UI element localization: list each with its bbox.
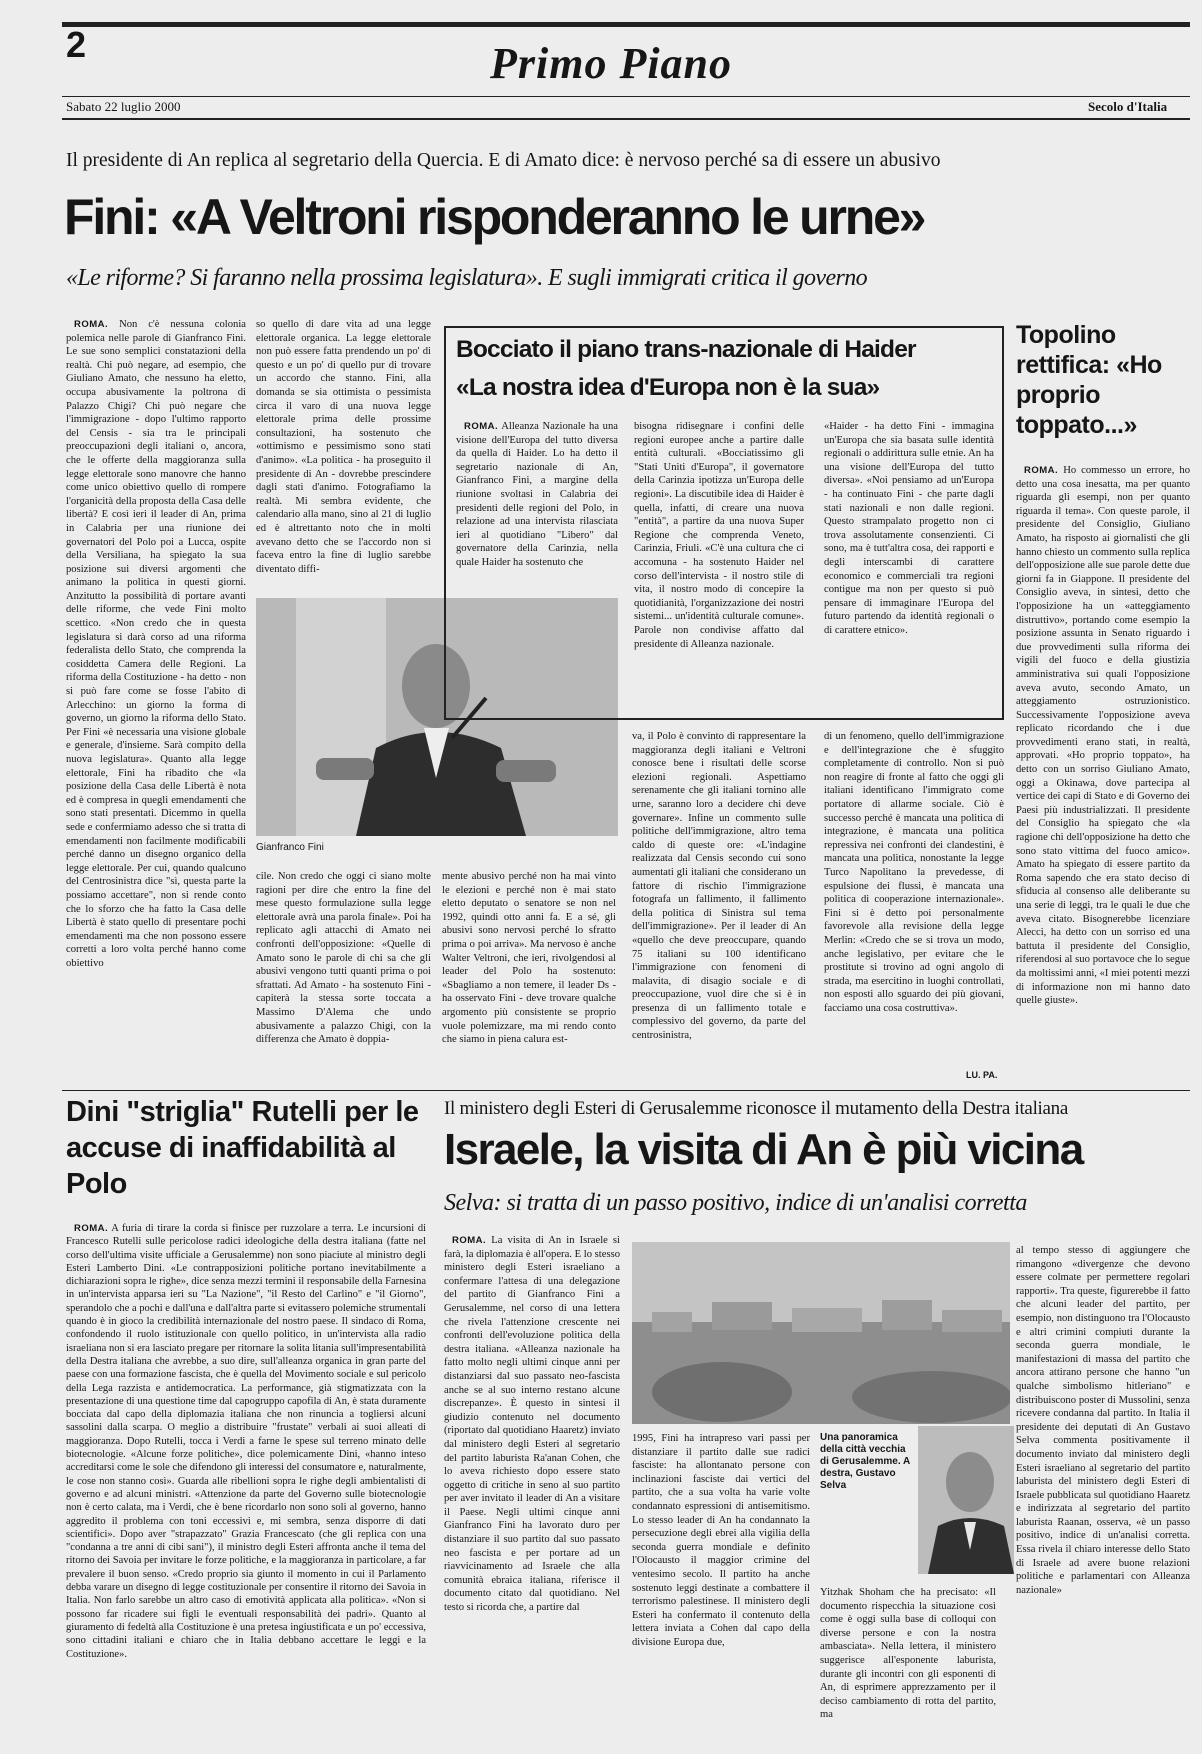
lead-text-2b: cile. Non credo che oggi ci siano molte ragioni per dire che entro la fine del mese questo formulazione sulla legge elettorale avrà una parola finale». Poi ha replicato agli attacchi di Amato nei confronti dell'opposizione: «Quelle di Amato sono le parole di chi sa che gli abusivi vengono tutti quanti prima o poi sfrattati. Ad Amato - ha sostenuto Fini - capiterà la stessa sorte toccata a Massimo D'Alema che undo abusivamente a palazzo Chigi, con la differenza che Amato è doppia- [256, 871, 431, 1046]
dateline: ROMA. [74, 319, 109, 330]
selva-portrait-illustration [918, 1426, 1014, 1574]
israele-text-2b: Yitzhak Shoham che ha precisato: «Il documento rispecchia la situazione così come è oggi sulla base di colloqui con diverse persone e con la nostra ambasciata». Nella lettera, il ministero suggerisce all'esponente laburista, durante gli incontri con gli esponenti di An, di esprimere apprezzamento per il deciso cambiamento di rotta del partito, ma [820, 1587, 996, 1721]
lead-text-2: so quello di dare vita ad una legge elettorale organica. La legge elettorale non può essere fatta prendendo un po' di questo e un po' di quello pur di trovare un accordo che stanno. Fini, alla domanda se sia ottimista o pessimista circa il varo di una nuova legge elettorale prima delle prossime consultazioni, ha sostenuto che «ottimismo e pessimismo sono stati d'animo». «La politica - ha proseguito il presidente di An - dovrebbe prescindere dagli stati d'animo. Fotografiamo la realtà. Mi sembra evidente, che calendario alla mano, sino al 21 di luglio ed è altrettanto noto che in molti avevano detto che se l'accordo non si faceva entro la fine di luglio sarebbe diventato diffi- [256, 319, 431, 575]
haider-column-3 [824, 420, 994, 710]
lead-column-4 [632, 730, 806, 1080]
fini-photo-caption: Gianfranco Fini [256, 842, 324, 853]
page-number: 2 [66, 24, 87, 65]
israele-photo-caption: Una panoramica della città vecchia di Gerusalemme. A destra, Gustavo Selva [820, 1432, 910, 1491]
israele-column-2b [820, 1586, 996, 1742]
lead-column-1 [66, 318, 246, 1080]
haider-subheadline: «La nostra idea d'Europa non è la sua» [456, 374, 880, 401]
lead-column-5 [824, 730, 1004, 1064]
dini-dateline: ROMA. [74, 1223, 109, 1234]
israele-text-2: 1995, Fini ha intrapreso vari passi per distanziare il partito dalle sue radici fasciste: ha allontanato persone con inclinazioni fasciste dai vertici del partito, che a sua volta ha varie volte condannato espressioni di antisemitismo. Lo stesso leader di An ha condannato la persecuzione degli ebrei alla vigilia della seconda guerra mondiale e definito l'Olocausto il maggior crimine del ventesimo secolo. Il partito ha anche sostenuto leggi destinate a combattere il terrorismo palestinese. Il ministero degli Esteri ha confermato il contenuto della lettera inviata a Cohen dal capo della divisione Europa due, [632, 1433, 810, 1648]
haider-headline: Bocciato il piano trans-nazionale di Haider [456, 336, 916, 363]
jerusalem-photo [632, 1242, 1010, 1424]
lead-column-2 [256, 318, 431, 588]
israele-column-3 [1016, 1244, 1190, 1742]
lead-kicker: Il presidente di An replica al segretario della Quercia. E di Amato dice: è nervoso perché sa di essere un abusivo [66, 150, 941, 171]
topolino-headline: Topolino rettifica: «Ho proprio toppato...» [1016, 321, 1162, 439]
topolino-column [1016, 464, 1190, 1090]
haider-text-1: Alleanza Nazionale ha una visione dell'Europa del tutto diversa da quella di Haider. Lo ha detto il segretario nazionale di An, Gianfranco Fini, a margine della riunione svoltasi in Calabria dei presidenti delle regioni del Polo, in relazione ad una intervista rilasciata ieri al quotidiano "Libero" dal governatore della Carinzia, nella quale Haider ha sostenuto che [456, 421, 618, 568]
israele-dateline: ROMA. [452, 1235, 487, 1246]
haider-dateline: ROMA. [464, 421, 499, 432]
dini-text: A furia di tirare la corda si finisce per ruzzolare a terra. Le incursioni di Francesco Rutelli sulle pericolose radici ideologiche della destra italiana (fatte nel corso dell'ultima visite ufficiale a Gerusalemme) non sono piaciute al ministro degli Esteri Lamberto Dini. «Le contrapposizioni politiche portano inevitabilmente a dichiarazioni sopra le righe», dice senza mezzi termini il responsabile della Farnesina in un'intervista apparsa ieri su "La Nazione", "il Resto del Carlino" e "il Giorno", sperandolo che a pochi e dall'una e dall'altra parte si evitassero polemiche strumentali quando è in gioco la credibilità internazionale del nostro paese. Il sindaco di Roma, confondendo il ruolo istituzionale con quello politico, in un'intervista alla radio israeliana non si era lasciato pregare per ritornare la solita litania sull'impresentabilità della Destra italiana che avrebbe, a suo dire, sull'alleanza organica in gran parte del paese con una formazione fascista, che è quella del Movimento sociale e sul pericolo della Lega razzista e antidemocratica. La performance, già stigmatizzata con la presentazione di una questione time dal capogruppo capofila di An, è stata duramente bocciata dal capo della diplomazia italiana che non rinuncia a togliersi alcuni sassolini dalla scarpa. O meglio a distribuire "frustate" verbali ai suoi alleati di maggioranza. Dopo Rutelli, tocca i Verdi a farne le spese sul terreno minato delle biotecnologie. «Alcune forze politiche», dice polemicamente Dini, «hanno inteso accreditarsi come le sole che difendono gli interessi del consumatore e, naturalmente, le cose non stanno così». Guarda alle ribellioni sopra le righe degli ambientalisti di governo e ad alcuni ministri. «Attenzione da parte del Governo sulle biotecnologie non è certo calata, ma i Verdi, che è bene ricordarlo non sono soli al governo, hanno aggredito il problema con toni eccessivi e, mi sembra, senza disporre di dati scientifici». Dopo aver "strapazzato" Grazia Francescato (che gli replica con una "condanna a tre anni di cibi sani"), il ministro degli Esteri affronta anche il tema del ritorno dei Savoia per invitare le forze politiche, e la maggioranza in particolare, a far prevalere il buon senso. «Credo proprio sia giunto il momento in cui il Parlamento debba varare un disegno di legge costituzionale per consentire il ritorno dei Savoia in Italia. Non farlo sarebbe un altro caso di emotività applicata alla politica». «Non si possono far ricadere sui figli le eventuali responsabilità dei padri». Quanto al giuramento di fedeltà alla Costituzione è una pretesa ingiustificata e un po' eccessiva, sono cittadini italiani e chiaro che in Italia debbano accettare le leggi e la Costituzione». [66, 1223, 426, 1660]
lead-headline: Fini: «A Veltroni risponderanno le urne» [64, 189, 925, 245]
topolino-text: Ho commesso un errore, ho detto una cosa inesatta, ma per quanto riguarda gli esempi, non per quanto riguarda il tema». Con queste parole, il presidente del Consiglio, Giuliano Amato, ha risposto ai giornalisti che gli hanno chiesto un commento sulla replica dell'opposizione alle sue parole dette due giorni fa in Giappone. Il presidente del Consiglio aveva, in sintesi, detto che l'opposizione ha un «atteggiamento distruttivo», portando come esempio la posizione assunta in Senato riguardo i due provvedimenti sulla riforma dei vigili del fuoco e della giustizia amministrativa sui quali l'opposizione aveva avuto, secondo Amato, un atteggiamento ostruzionistico. Successivamente l'opposizione aveva replicato ricordando che i due provvedimenti erano stati, in realtà, approvati. «Ho proprio toppato», ha detto con un sorriso Giuliano Amato, oggi a Okinawa, dove partecipa al vertice dei capi di Stato e di Governo dei Paesi più industrializzati. Il presidente del Consiglio ha spiegato che «la ragione chi dell'opposizione ha detto che sono stato vittima del fuoco amico». Amato ha spiegato di essere partito da Roma sapendo che era stato deciso di sfiducia al consenso alle deliberante su una serie di leggi, tra le quali le due che aveva citato. Bisognerebbe licenziare Alecci, ha detto con un sorriso ed una battuta il presidente del Consiglio, riferendosi al suo portavoce che lo segue da moltissimi anni, «I miei potenti mezzi di informazione non mi hanno dato quelle giuste». [1016, 465, 1190, 1007]
section-separator [62, 1090, 1190, 1091]
newspaper-name: Secolo d'Italia [1088, 99, 1168, 114]
topolino-dateline: ROMA. [1024, 465, 1059, 476]
israele-column-2 [632, 1432, 810, 1742]
lead-text-5: di un fenomeno, quello dell'immigrazione e dell'integrazione che è sfuggito completamente di controllo. Non si può non reagire di fronte al fatto che oggi gli italiani identificano l'immigrato come portatore di allarme sociale. Ciò è successo perché è mancata una politica di integrazione, è mancata una politica repressiva nei confronti dei clandestini, è mancata una politica, nonostante la legge Turco Napolitano la prevedesse, di espulsione dei flussi, è mancata una politica di cooperazione internazionale». Fini si è detto poi personalmente favorevole alla revisione della legge Merlin: «Credo che se si trova un modo, anche legislativo, per evitare che le prostitute si trovino ad ogni angolo di strada, ma esercitino in luoghi controllati, non esposti allo sguardo dei più giovani, facciamo una cosa costruttiva». [824, 731, 1004, 1014]
haider-text-3: «Haider - ha detto Fini - immagina un'Europa che sia basata sulle identità regionali o addirittura sulle etnie. An ha una visione dell'Europa del tutto diversa». «Noi pensiamo ad un'Europa - ha continuato Fini - che parte dagli stati nazionali e non dalle regioni. Questo strampalato progetto non ci trova assolutamente consenzienti. Ci sono, ma è tutt'altra cosa, dei rapporti e degli interscambi di carattere economico e commerciali tra regioni contigue ma non per questo si può pensare di immaginare l'Europa del futuro partendo da identità regionali o di carattere etnico». [824, 421, 994, 636]
haider-column-1 [456, 420, 618, 710]
israele-subhead: Selva: si tratta di un passo positivo, indice di un'analisi corretta [444, 1190, 1027, 1216]
lead-column-3 [442, 870, 616, 1080]
haider-text-2: bisogna ridisegnare i confini delle regioni europee anche a partire dalle entità culturali. «Bocciatissimo gli "Stati Uniti d'Europa", il governatore della Carinzia ipotizza un'Europa delle regioni». La discutibile idea di Haider è quella, infatti, di creare una nuova "entità", a partire da una nuova Super Regione che comprenda Veneto, Carinzia, Friuli. «C'è una cultura che ci accomuna - ha sostenuto Haider nel corso dell'intervista - il nostro stile di vita, il nostro modo di concepire la quotidianità, l'organizzazione dei nostri sistemi... un'identità culturale comune». Parole non condivise affatto dal presidente di Alleanza nazionale. [634, 421, 804, 650]
lead-subhead: «Le riforme? Si faranno nella prossima legislatura». E sugli immigrati critica il governo [66, 265, 868, 291]
issue-date: Sabato 22 luglio 2000 [66, 99, 181, 114]
haider-column-2 [634, 420, 804, 710]
section-title: Primo Piano [490, 39, 733, 88]
masthead-rule [62, 96, 1190, 97]
israele-column-1 [444, 1234, 620, 1742]
lead-text-3: mente abusivo perché non ha mai vinto le elezioni e perché non è mai stato eletto deputato o senatore se non nel 1992, quindi otto anni fa. E a sé, gli abusivi sono nervosi perché lo sfratto prima o poi arriva». Ma nervoso è anche Walter Veltroni, che ieri, rivolgendosi al leader del Polo ha sostenuto: «Sbagliamo a non temere, il leader Ds - ha osservato Fini - deve trovare qualche argomento più consistente se proprio vuole polemizzare, ma mi rendo conto che siamo in piena calura est- [442, 871, 616, 1046]
dini-column [66, 1222, 426, 1738]
top-rule [62, 22, 1190, 27]
lead-column-2b [256, 870, 431, 1080]
israele-headline: Israele, la visita di An è più vicina [444, 1125, 1083, 1174]
dini-headline: Dini "striglia" Rutelli per le accuse di inaffidabilità al Polo [66, 1096, 419, 1200]
lead-text-1: Non c'è nessuna colonia polemica nelle parole di Gianfranco Fini. Le sue sono semplici constatazioni della realtà. Chi può negare, ad esempio, che Giuliano Amato, che nessuno ha eletto, occupa abusivamente la poltrona di Palazzo Chigi? Chi può negare che l'immigrazione - dopo l'ultimo rapporto del Censis - sia tra le principali preoccupazioni degli italiani o, ancora, che le offerte della maggioranza sulla legge elettorale sono manovre che hanno come unico obiettivo quello di rompere l'organicità della proposta della Casa delle libertà? E così ieri il leader di An, prima in Calabria per una riunione dei governatori del Polo poi a Lucca, ospite della Versiliana, ha spiegato la sua posizione sui diversi argomenti che animano la politica in questi giorni. Anzitutto la possibilità di portare avanti delle riforme, che vede Fini molto scettico. «Non credo che in questa legislatura si darà corso ad una riforma federalista dello Stato, che comprenda la cosiddetta Camera delle Regioni. La riforma della Costituzione - ha detto - non si può fare come se fosse l'abito di Arlecchino: un giorno la forma di governo, un giorno la riforma dello Stato. Per Fini «è necessaria una visione globale e generale, d'insieme. Sarà compito della nuova legislatura». Quanto alla legge elettorale, Fini ha ribadito che «la posizione della Casa delle Libertà è nota ed è compresa in quegli emendamenti che sono stati presentati. Dicemmo in quella sede e confermiamo adesso che si tratta di emendamenti non facilmente modificabili perché danno un disegno organico della legge elettorale. Per cui, quando qualcuno del Centrosinistra dice "sì, questa parte la possiamo accettare", non si rende conto che lo sforzo che ha fatto la Casa delle Libertà è stato quello di presentare pochi emendamenti ma che non possono essere corretti a loro volta perché hanno come obiettivo [66, 319, 246, 969]
selva-photo [918, 1426, 1014, 1574]
israele-kicker: Il ministero degli Esteri di Gerusalemme riconosce il mutamento della Destra italiana [444, 1098, 1068, 1119]
lead-text-4: va, il Polo è convinto di rappresentare la maggioranza degli italiani e Veltroni conosce bene i risultati delle scorse elezioni regionali. Aspettiamo serenamente che gli italiani tornino alle urne, saranno loro a decidere chi deve governare». Infine un commento sulle politiche dell'immigrazione, altro tema caldo di queste ore: «L'indagine realizzata dal Censis secondo cui sono aumentati gli italiani che considerano un fattore di rischio l'immigrazione fotografa un fallimento, il fallimento della politica di Sinistra sul tema dell'immigrazione». Per il leader di An «quello che deve preoccupare, quando 75 italiani su 100 identificano l'immigrazione con fenomeni di malavita, di disagio sociale e di preoccupazione, vuol dire che si è in presenza di un fallimento totale e complessivo del governo, da parte del centrosinistra, [632, 731, 806, 1042]
israele-text-3: al tempo stesso di aggiungere che rimangono «divergenze che devono essere colmate per permettere regolari rapporti». Tra queste, figurerebbe il fatto che alcuni leader del partito, per esempio, non distinguono tra l'Olocausto e altri crimini compiuti durante la seconda guerra mondiale, le manifestazioni di massa del partito che ancora attirano persone che hanno "un qualche simbolismo hitleriano" e distribuiscono poster di Mussolini, senza ricevere condanna dal partito. In Italia il presidente dei deputati di An Gustavo Selva commenta positivamente il documento inviato dal ministero degli Esteri israeliano al segretario del partito laburista del ministero degli Esteri di Israele pubblicata sul quotidiano Haaretz e indirizzata al segretario del partito laburista Raanan, osserva, «è un passo positivo, indice di un'analisi corretta. Essa rivela il chiaro interesse dello Stato di Israele ad avere buone relazioni politiche e parlamentari con Alleanza nazionale» [1016, 1245, 1190, 1596]
jerusalem-panorama-illustration [632, 1242, 1010, 1424]
masthead-rule-bottom [62, 118, 1190, 120]
israele-text-1: La visita di An in Israele si farà, la diplomazia è all'opera. E lo stesso ministero degli Esteri israeliano a confermare l'attesa di una delegazione del partito di Gianfranco Fini a Gerusalemme, nel corso di una lettera che rivela l'attenzione crescente nei confronti dell'evoluzione politica della destra italiana. «Alleanza nazionale ha fatto molto negli ultimi cinque anni per distanziarsi dal suo passato neo-fascista anche se al suo interno restano alcune discrepanze». È questo in sintesi il giudizio contenuto nel documento (riportato dal quotidiano Haaretz) inviato dal ministero degli Esteri al segretario del partito laburista Ra'anan Cohen, che lo aveva richiesto dopo essere stato oggetto di critiche in seno al suo partito per aver invitato il leader di An a visitare il Paese. Negli ultimi cinque anni Gianfranco Fini ha lavorato duro per distanziare il suo partito dal suo passato neo fascista e per portare ad un riavvicinamento ad Israele che alla comunità ebraica italiana, riferisce il documento citato dal quotidiano. Nel testo si ricorda che, a partire dal [444, 1235, 620, 1614]
lead-byline: LU. PA. [966, 1070, 998, 1080]
